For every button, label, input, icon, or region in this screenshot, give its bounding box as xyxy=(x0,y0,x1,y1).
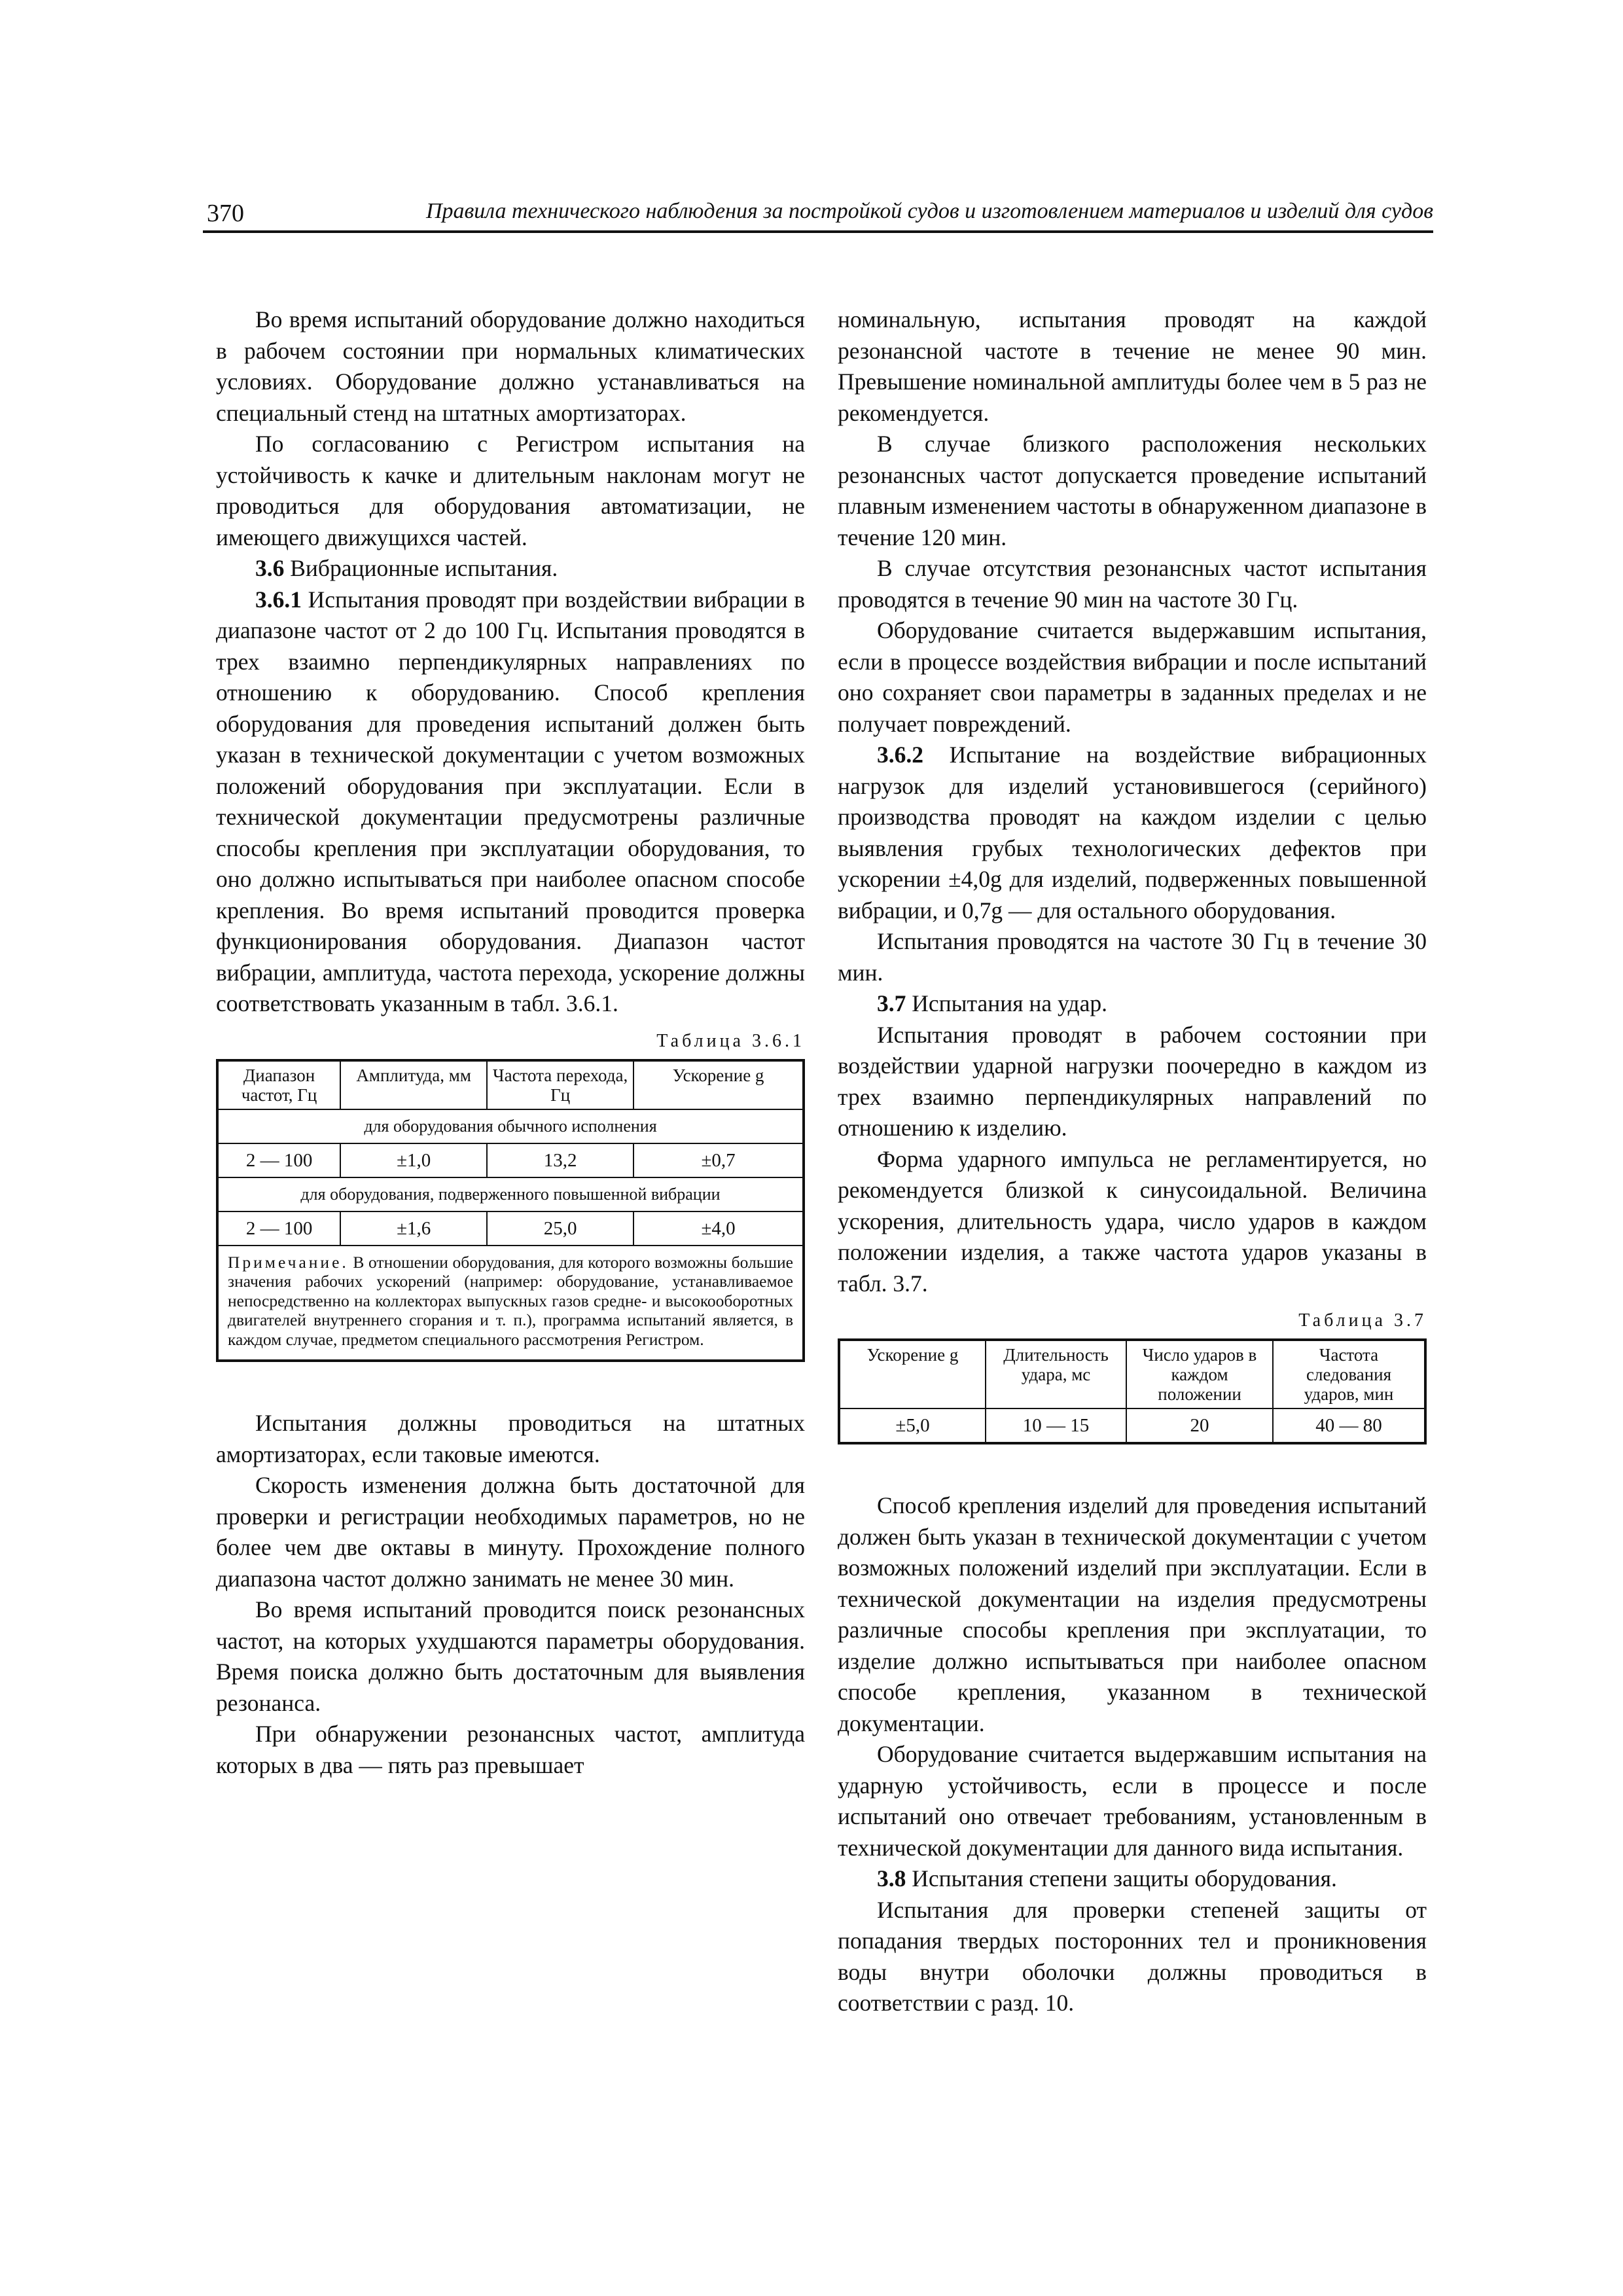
section-3-6-1 xyxy=(216,584,805,1020)
table-note xyxy=(217,1246,804,1361)
paragraph: Оборудование считается выдержавшим испытания на ударную устойчивость, если в процессе и после испытаний оно отвечает требованиям, установленным в технической документации для данного вида испытания. xyxy=(838,1741,1427,1861)
paragraph: Испытания проводят в рабочем состоянии при воздействии ударной нагрузки поочередно в каждом из трех взаимно перпендикулярных направлений по отношению к изделию. xyxy=(838,1021,1427,1141)
paragraph: Во время испытаний оборудование должно находиться в рабочем состоянии при нормальных климатических условиях. Оборудование должно устанавливаться на специальный стенд на штатных амортизаторах. xyxy=(216,306,805,426)
group-label: для оборудования, подверженного повышенной вибрации xyxy=(217,1177,804,1211)
section-title: Испытания степени защиты оборудования. xyxy=(906,1865,1337,1892)
header-cell: Амплитуда, мм xyxy=(340,1060,487,1109)
cell: ±5,0 xyxy=(839,1408,986,1443)
note-text: В отношении оборудования, для которого возможны большие значения рабочих ускорений (например: оборудование, устанавливаемое непосредственно на коллекторах выпускных газов средне- и высокооборотных двигателей внутреннего сгорания и т. п.), программа испытаний является, в каждом случае, предметом специального рассмотрения Регистром. xyxy=(228,1252,793,1349)
running-title: Правила технического наблюдения за постройкой судов и изготовлением материалов и изделий для судов xyxy=(425,199,1433,223)
cell: 2 — 100 xyxy=(217,1211,340,1246)
note-label: Примечание. xyxy=(228,1252,349,1272)
cell: 40 — 80 xyxy=(1273,1408,1425,1443)
spacer xyxy=(216,1362,805,1408)
right-column xyxy=(838,304,1427,2019)
page-number: 370 xyxy=(207,200,244,227)
section-number: 3.6 xyxy=(255,555,285,581)
section-title: Испытания на удар. xyxy=(906,990,1107,1016)
section-number: 3.6.2 xyxy=(877,742,923,768)
table-header-row xyxy=(839,1340,1425,1408)
section-heading-3-6 xyxy=(216,553,805,584)
paragraph: При обнаружении резонансных частот, амплитуда которых в два — пять раз превышает xyxy=(216,1721,805,1778)
table-group-row xyxy=(217,1109,804,1143)
table-header-row xyxy=(217,1060,804,1109)
paragraph: Испытания должны проводиться на штатных амортизаторах, если таковые имеются. xyxy=(216,1410,805,1467)
paragraph: номинальную, испытания проводят на каждой резонансной частоте в течение не менее 90 мин. Превышение номинальной амплитуды более чем в 5 раз не рекомендуется. xyxy=(838,306,1427,426)
spacer xyxy=(838,1444,1427,1490)
cell: 13,2 xyxy=(487,1143,633,1177)
section-3-6-2 xyxy=(838,740,1427,926)
section-title: Вибрационные испытания. xyxy=(284,555,558,581)
table-caption: Таблица 3.7 xyxy=(1298,1310,1427,1331)
header-cell: Диапазон частот, Гц xyxy=(217,1060,340,1109)
header-cell: Частота следования ударов, мин xyxy=(1273,1340,1425,1408)
cell: ±1,6 xyxy=(340,1211,487,1246)
header-cell: Число ударов в каждом положении xyxy=(1126,1340,1273,1408)
table-row xyxy=(839,1408,1425,1443)
group-label: для оборудования обычного исполнения xyxy=(217,1109,804,1143)
table-row xyxy=(217,1211,804,1246)
section-heading-3-8 xyxy=(838,1863,1427,1895)
paragraph: Испытания проводятся на частоте 30 Гц в течение 30 мин. xyxy=(838,928,1427,986)
cell: 25,0 xyxy=(487,1211,633,1246)
table-note-row xyxy=(217,1246,804,1361)
paragraph: Способ крепления изделий для проведения испытаний должен быть указан в технической документации с учетом возможных положений изделий при эксплуатации. Если в технической документации на изделия предусмотрены различные способы крепления при эксплуатации, то изделие должно испытываться при наиболее опасном способе крепления, указанном в технической документации. xyxy=(838,1492,1427,1736)
table-3-6-1 xyxy=(216,1059,805,1363)
table-caption: Таблица 3.6.1 xyxy=(656,1030,805,1051)
cell: 10 — 15 xyxy=(986,1408,1126,1443)
paragraph: Скорость изменения должна быть достаточной для проверки и регистрации необходимых параметров, но не более чем две октавы в минуту. Прохождение полного диапазона частот должно занимать не менее 30 мин. xyxy=(216,1472,805,1592)
section-number: 3.7 xyxy=(877,990,906,1016)
paragraph: Во время испытаний проводится поиск резонансных частот, на которых ухудшаются параметры оборудования. Время поиска должно быть достаточным для выявления резонанса. xyxy=(216,1596,805,1716)
section-heading-3-7 xyxy=(838,988,1427,1020)
left-column xyxy=(216,304,805,1781)
paragraph: Оборудование считается выдержавшим испытания, если в процессе воздействия вибрации и после испытаний оно сохраняет свои параметры в заданных пределах и не получает повреждений. xyxy=(838,617,1427,737)
paragraph: Форма ударного импульса не регламентируется, но рекомендуется близкой к синусоидальной. Величина ускорения, длительность удара, число ударов в каждом положении изделия, а также частота ударов указаны в табл. 3.7. xyxy=(838,1145,1427,1297)
section-number: 3.8 xyxy=(877,1865,906,1892)
paragraph: В случае отсутствия резонансных частот испытания проводятся в течение 90 мин на частоте 30 Гц. xyxy=(838,555,1427,613)
header-cell: Длительность удара, мс xyxy=(986,1340,1126,1408)
section-number: 3.6.1 xyxy=(255,586,302,613)
section-text: Испытания проводят при воздействии вибрации в диапазоне частот от 2 до 100 Гц. Испытания проводятся в трех взаимно перпендикулярных направлениях по отношению к оборудованию. Способ крепления оборудования для проведения испытаний должен быть указан в технической документации с учетом возможных положений оборудования при эксплуатации. Если в технической документации предусмотрены различные способы крепления при эксплуатации оборудования, то оно должно испытываться при наиболее опасном способе крепления. Во время испытаний проводится проверка функционирования оборудования. Диапазон частот вибрации, амплитуда, частота перехода, ускорение должны соответствовать указанным в табл. 3.6.1. xyxy=(216,586,805,1016)
paragraph: По согласованию с Регистром испытания на устойчивость к качке и длительным наклонам могут не проводиться для оборудования автоматизации, не имеющего движущихся частей. xyxy=(216,431,805,550)
page-header xyxy=(203,196,1433,233)
table-group-row xyxy=(217,1177,804,1211)
table-3-7 xyxy=(838,1338,1427,1444)
header-cell: Ускорение g xyxy=(633,1060,804,1109)
header-cell: Частота перехода, Гц xyxy=(487,1060,633,1109)
cell: ±4,0 xyxy=(633,1211,804,1246)
cell: ±0,7 xyxy=(633,1143,804,1177)
cell: 2 — 100 xyxy=(217,1143,340,1177)
cell: 20 xyxy=(1126,1408,1273,1443)
cell: ±1,0 xyxy=(340,1143,487,1177)
paragraph: Испытания для проверки степеней защиты от попадания твердых посторонних тел и проникновения воды внутри оболочки должны проводиться в соответствии с разд. 10. xyxy=(838,1896,1427,2016)
paragraph: В случае близкого расположения нескольких резонансных частот допускается проведение испытаний плавным изменением частоты в обнаруженном диапазоне в течение 120 мин. xyxy=(838,431,1427,550)
table-row xyxy=(217,1143,804,1177)
header-cell: Ускорение g xyxy=(839,1340,986,1408)
section-text: Испытание на воздействие вибрационных нагрузок для изделий установившегося (серийного) производства проводят на каждом изделии с целью выявления грубых технологических дефектов при ускорении ±4,0g для изделий, подверженных повышенной вибрации, и 0,7g — для остального оборудования. xyxy=(838,742,1427,924)
